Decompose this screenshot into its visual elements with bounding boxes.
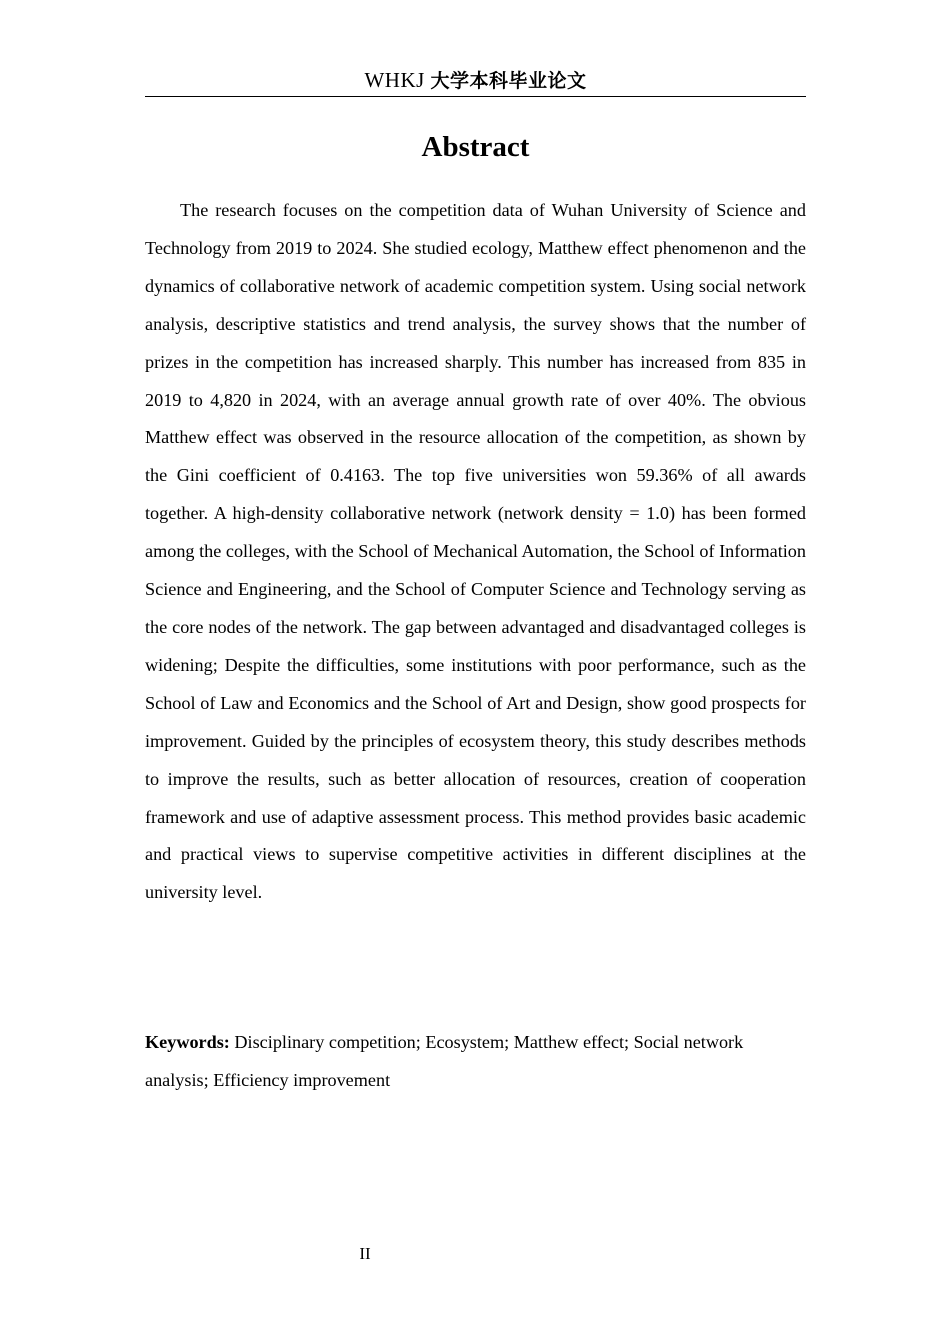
- keywords-paragraph: [145, 1023, 806, 1099]
- header-code: WHKJ: [364, 68, 425, 92]
- keywords-text: Disciplinary competition; Ecosystem; Matthew effect; Social network analysis; Efficiency improvement: [145, 1032, 744, 1090]
- keywords-label: Keywords:: [145, 1032, 230, 1052]
- header-title-cn: 大学本科毕业论文: [430, 70, 587, 92]
- page-number: II: [359, 1244, 371, 1263]
- page-title: Abstract: [421, 131, 530, 163]
- abstract-body: The research focuses on the competition data of Wuhan University of Science and Technology from 2019 to 2024. She studied ecology, Matthew effect phenomenon and the dynamics of collaborative network of academic competition system. Using social network analysis, descriptive statistics and trend analysis, the survey shows that the number of prizes in the competition has increased sharply. This number has increased from 835 in 2019 to 4,820 in 2024, with an average annual growth rate of over 40%. The obvious Matthew effect was observed in the resource allocation of the competition, as shown by the Gini coefficient of 0.4163. The top five universities won 59.36% of all awards together. A high-density collaborative network (network density = 1.0) has been formed among the colleges, with the School of Mechanical Automation, the School of Information Science and Engineering, and the School of Computer Science and Technology serving as the core nodes of the network. The gap between advantaged and disadvantaged colleges is widening; Despite the difficulties, some institutions with poor performance, such as the School of Law and Economics and the School of Art and Design, show good prospects for improvement. Guided by the principles of ecosystem theory, this study describes methods to improve the results, such as better allocation of resources, creation of cooperation framework and use of adaptive assessment process. This method provides basic academic and practical views to supervise competitive activities in different disciplines at the university level.: [145, 200, 806, 903]
- running-header: [145, 64, 806, 97]
